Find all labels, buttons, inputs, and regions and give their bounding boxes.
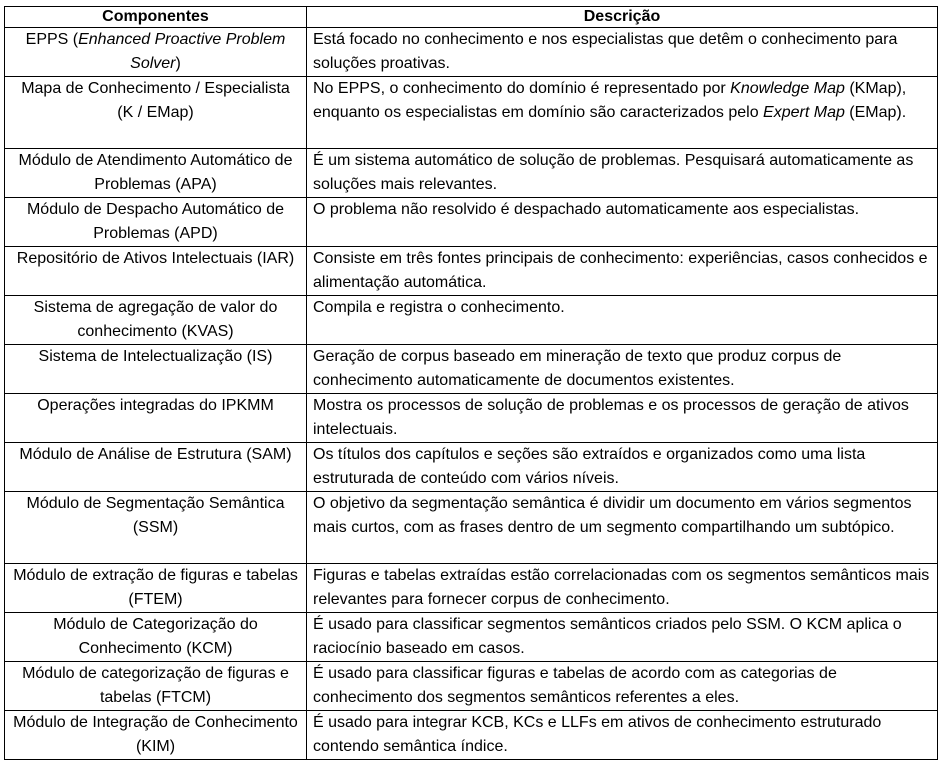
- table-row: [5, 247, 938, 296]
- component-cell: [5, 28, 307, 77]
- component-cell-text: Mapa de Conhecimento / Especialista (K / EMap): [21, 80, 290, 121]
- component-cell: [5, 711, 307, 760]
- table-header: [5, 7, 938, 28]
- component-cell: [5, 149, 307, 198]
- component-cell-text: ): [175, 55, 181, 72]
- description-cell-text: Geração de corpus baseado em mineração de texto que produz corpus de conhecimento automaticamente de documentos existentes.: [313, 348, 842, 389]
- header-description: Descrição: [307, 7, 938, 28]
- component-cell-text: Módulo de Categorização do Conhecimento (KCM): [53, 616, 258, 657]
- description-cell: [307, 345, 938, 394]
- component-cell: [5, 198, 307, 247]
- table-row: [5, 345, 938, 394]
- table-body: [5, 28, 938, 760]
- component-cell-text: Módulo de categorização de figuras e tabelas (FTCM): [22, 665, 289, 706]
- component-cell-text: Enhanced Proactive Problem Solver: [78, 31, 286, 72]
- description-cell: [307, 443, 938, 492]
- description-cell: [307, 662, 938, 711]
- description-cell-text: (KMap), enquanto os especialistas em domínio são caracterizados pelo: [313, 80, 907, 121]
- component-cell: [5, 296, 307, 345]
- description-cell: [307, 247, 938, 296]
- description-cell: [307, 492, 938, 564]
- description-cell-text: No EPPS, o conhecimento do domínio é representado por: [313, 80, 731, 97]
- component-cell-text: Módulo de Integração de Conhecimento (KIM): [13, 714, 298, 755]
- component-cell: [5, 345, 307, 394]
- description-cell: [307, 77, 938, 149]
- component-cell-text: Módulo de Segmentação Semântica (SSM): [26, 495, 285, 536]
- component-cell: [5, 443, 307, 492]
- description-cell: [307, 296, 938, 345]
- component-cell-text: Módulo de Despacho Automático de Problemas (APD): [26, 201, 285, 242]
- component-cell-text: EPPS (: [25, 31, 79, 48]
- table-row: [5, 492, 938, 564]
- description-cell-text: O objetivo da segmentação semântica é dividir um documento em vários segmentos mais curtos, com as frases dentro de um segmento compartilhando um subtópico.: [313, 495, 912, 536]
- description-cell: [307, 198, 938, 247]
- description-cell-text: Está focado no conhecimento e nos especialistas que detêm o conhecimento para soluções proativas.: [313, 31, 898, 72]
- component-cell-text: Módulo de extração de figuras e tabelas (FTEM): [13, 567, 298, 608]
- description-cell-text: Figuras e tabelas extraídas estão correlacionadas com os segmentos semânticos mais relevantes para fornecer corpus de conhecimento.: [313, 567, 930, 608]
- table-row: [5, 564, 938, 613]
- component-cell: [5, 613, 307, 662]
- description-cell-text: (EMap).: [844, 104, 907, 121]
- description-cell-text: É usado para classificar figuras e tabelas de acordo com as categorias de conhecimento dos segmentos semânticos referentes a eles.: [313, 665, 837, 706]
- description-cell: [307, 28, 938, 77]
- description-cell-text: Mostra os processos de solução de problemas e os processos de geração de ativos intelectuais.: [313, 397, 909, 438]
- component-cell: [5, 662, 307, 711]
- header-components: Componentes: [5, 7, 307, 28]
- description-cell: [307, 149, 938, 198]
- description-cell-text: É usado para classificar segmentos semânticos criados pelo SSM. O KCM aplica o raciocínio baseado em casos.: [313, 616, 902, 657]
- table-row: [5, 28, 938, 77]
- table-row: [5, 443, 938, 492]
- description-cell: [307, 711, 938, 760]
- table-row: [5, 77, 938, 149]
- component-cell: [5, 247, 307, 296]
- table-row: [5, 613, 938, 662]
- description-cell-text: Os títulos dos capítulos e seções são extraídos e organizados como uma lista estruturada de conteúdo com vários níveis.: [313, 446, 866, 487]
- component-cell: [5, 394, 307, 443]
- table-row: [5, 394, 938, 443]
- table-row: [5, 149, 938, 198]
- component-cell: [5, 77, 307, 149]
- description-cell-text: É usado para integrar KCB, KCs e LLFs em ativos de conhecimento estruturado contendo semântica índice.: [313, 714, 882, 755]
- description-cell: [307, 613, 938, 662]
- table-row: [5, 296, 938, 345]
- description-cell: [307, 564, 938, 613]
- description-cell-text: O problema não resolvido é despachado automaticamente aos especialistas.: [313, 201, 860, 218]
- table-row: [5, 711, 938, 760]
- description-cell-text: Consiste em três fontes principais de conhecimento: experiências, casos conhecidos e alimentação automática.: [313, 250, 928, 291]
- table-row: [5, 662, 938, 711]
- component-cell: [5, 492, 307, 564]
- description-cell-text: É um sistema automático de solução de problemas. Pesquisará automaticamente as soluções mais relevantes.: [313, 152, 914, 193]
- component-cell-text: Sistema de agregação de valor do conhecimento (KVAS): [33, 299, 278, 340]
- description-cell-text: Knowledge Map: [730, 80, 845, 97]
- description-cell-text: Expert Map: [763, 104, 845, 121]
- component-cell-text: Módulo de Atendimento Automático de Problemas (APA): [18, 152, 293, 193]
- component-cell-text: Repositório de Ativos Intelectuais (IAR): [16, 250, 295, 267]
- table-row: [5, 198, 938, 247]
- description-cell-text: Compila e registra o conhecimento.: [313, 299, 565, 316]
- component-cell: [5, 564, 307, 613]
- header-row: [5, 7, 938, 28]
- description-cell: [307, 394, 938, 443]
- component-cell-text: Módulo de Análise de Estrutura (SAM): [19, 446, 292, 463]
- component-cell-text: Sistema de Intelectualização (IS): [38, 348, 273, 365]
- component-cell-text: Operações integradas do IPKMM: [37, 397, 274, 414]
- components-table: [4, 6, 938, 760]
